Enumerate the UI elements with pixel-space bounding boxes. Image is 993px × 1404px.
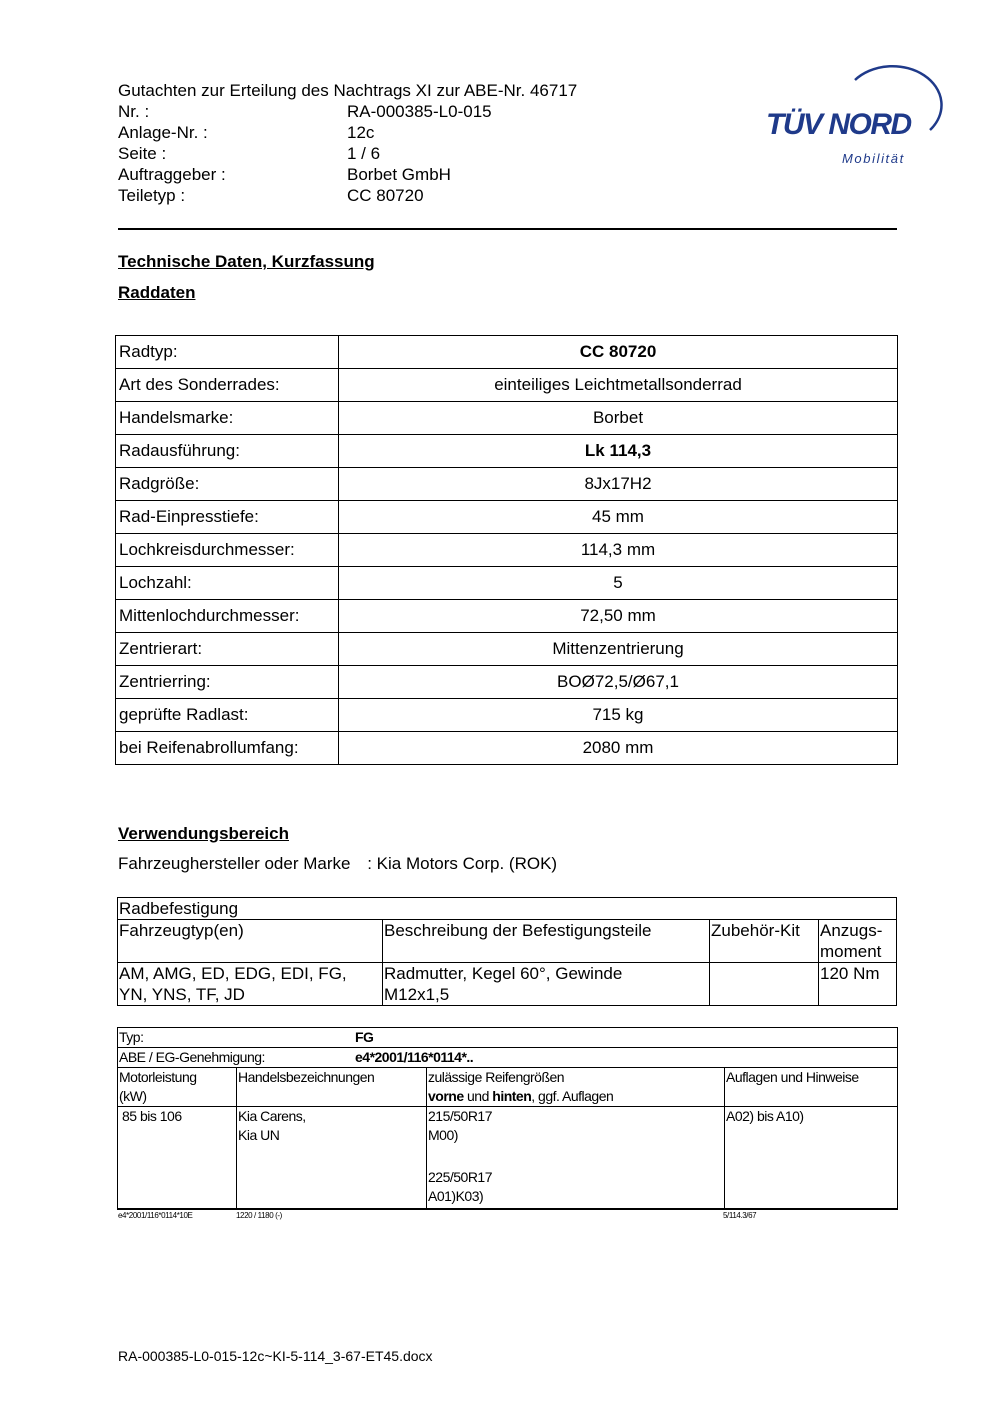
cell-line: Radmutter, Kegel 60°, Gewinde bbox=[384, 964, 623, 983]
raddaten-table bbox=[115, 335, 898, 765]
file-name-footer: RA-000385-L0-015-12c~KI-5-114_3-67-ET45.docx bbox=[118, 1348, 433, 1364]
row-value: 5 bbox=[339, 567, 898, 600]
header-divider bbox=[118, 228, 897, 230]
row-value: Mittenzentrierung bbox=[339, 633, 898, 666]
row-label: Radgröße: bbox=[116, 468, 339, 501]
cell-line: AM, AMG, ED, EDG, EDI, FG, bbox=[119, 964, 347, 983]
cell-line: 215/50R17 bbox=[428, 1108, 493, 1124]
table-row bbox=[116, 732, 898, 765]
radbefestigung-table bbox=[117, 897, 897, 1006]
table-header-row bbox=[118, 1068, 898, 1107]
vehicle-type-table bbox=[117, 1027, 898, 1210]
cell-spacer bbox=[428, 1145, 723, 1168]
row-label: Radtyp: bbox=[116, 336, 339, 369]
column-header: Zubehör-Kit bbox=[710, 920, 819, 963]
column-header: Fahrzeugtyp(en) bbox=[118, 920, 383, 963]
cell-line: Kia UN bbox=[238, 1127, 280, 1143]
column-header bbox=[819, 920, 897, 963]
row-label: Zentrierart: bbox=[116, 633, 339, 666]
typ-label: Typ: bbox=[119, 1029, 144, 1045]
row-value: einteiliges Leichtmetallsonderrad bbox=[339, 369, 898, 402]
header-row bbox=[118, 185, 577, 206]
row-label: bei Reifenabrollumfang: bbox=[116, 732, 339, 765]
conditions-cell: A02) bis A10) bbox=[725, 1107, 898, 1209]
column-header-line: moment bbox=[820, 942, 882, 961]
manufacturer-label: Fahrzeughersteller oder Marke bbox=[118, 854, 351, 873]
cell-line: 225/50R17 bbox=[428, 1169, 493, 1185]
header-label: Nr. : bbox=[118, 102, 150, 121]
header-value: Borbet GmbH bbox=[347, 165, 451, 184]
table-row bbox=[118, 1107, 898, 1209]
header-label: Teiletyp : bbox=[118, 186, 186, 205]
row-value: 715 kg bbox=[339, 699, 898, 732]
row-label: Mittenlochdurchmesser: bbox=[116, 600, 339, 633]
table-footnote: e4*2001/116*0114*10E bbox=[118, 1211, 193, 1220]
cell-line: M12x1,5 bbox=[384, 985, 450, 1004]
row-label: Rad-Einpresstiefe: bbox=[116, 501, 339, 534]
column-header: Beschreibung der Befestigungsteile bbox=[383, 920, 710, 963]
row-value: CC 80720 bbox=[339, 336, 898, 369]
vehicle-types-cell bbox=[118, 963, 383, 1006]
table-row bbox=[116, 600, 898, 633]
header-line: (kW) bbox=[119, 1088, 147, 1104]
column-header: Auflagen und Hinweise bbox=[725, 1068, 898, 1107]
logo-wordmark: TÜV NORD bbox=[766, 108, 911, 141]
table-row bbox=[116, 534, 898, 567]
header-text: und bbox=[463, 1088, 493, 1104]
row-value: 114,3 mm bbox=[339, 534, 898, 567]
header-value: 12c bbox=[347, 123, 375, 142]
table-row bbox=[118, 1048, 898, 1068]
table-row bbox=[116, 699, 898, 732]
header-line: Motorleistung bbox=[119, 1069, 197, 1085]
header-line bbox=[428, 1087, 723, 1106]
row-label: Handelsmarke: bbox=[116, 402, 339, 435]
typ-value: FG bbox=[355, 1029, 374, 1045]
table-footnote: 1220 / 1180 (-) bbox=[236, 1211, 282, 1220]
row-label: geprüfte Radlast: bbox=[116, 699, 339, 732]
header-bold: vorne bbox=[428, 1088, 464, 1104]
table-header-row bbox=[118, 920, 897, 963]
tuv-nord-logo bbox=[760, 58, 945, 173]
row-value: Borbet bbox=[339, 402, 898, 435]
table-row bbox=[116, 402, 898, 435]
header-row bbox=[118, 143, 577, 164]
manufacturer-line bbox=[118, 854, 557, 874]
header-value: 1 / 6 bbox=[347, 144, 381, 163]
torque-cell: 120 Nm bbox=[819, 963, 897, 1006]
column-header: Handelsbezeichnungen bbox=[237, 1068, 427, 1107]
row-label: Zentrierring: bbox=[116, 666, 339, 699]
table-footnote: 5/114.3/67 bbox=[723, 1211, 757, 1220]
cell-line: Kia Carens, bbox=[238, 1108, 306, 1124]
section-heading-technical-data: Technische Daten, Kurzfassung bbox=[118, 252, 375, 271]
row-label: Radausführung: bbox=[116, 435, 339, 468]
header-row bbox=[118, 101, 577, 122]
abe-row bbox=[118, 1048, 898, 1068]
logo-subtitle: Mobilität bbox=[842, 151, 905, 166]
column-header-line: Anzugs- bbox=[820, 921, 883, 940]
document-header bbox=[118, 80, 577, 206]
header-row bbox=[118, 164, 577, 185]
table-row bbox=[118, 963, 897, 1006]
table-row bbox=[116, 666, 898, 699]
header-label: Auftraggeber : bbox=[118, 165, 226, 184]
fastening-description-cell bbox=[383, 963, 710, 1006]
header-line: zulässige Reifengrößen bbox=[428, 1069, 565, 1085]
header-bold: hinten bbox=[492, 1088, 532, 1104]
motor-power-cell: 85 bis 106 bbox=[118, 1107, 237, 1209]
table-row bbox=[116, 336, 898, 369]
row-label: Art des Sonderrades: bbox=[116, 369, 339, 402]
table-title: Radbefestigung bbox=[118, 898, 897, 920]
header-label: Anlage-Nr. : bbox=[118, 123, 208, 142]
table-row bbox=[116, 468, 898, 501]
row-value: 8Jx17H2 bbox=[339, 468, 898, 501]
header-value: CC 80720 bbox=[347, 186, 424, 205]
column-header bbox=[118, 1068, 237, 1107]
row-value: 2080 mm bbox=[339, 732, 898, 765]
tire-sizes-cell bbox=[427, 1107, 725, 1209]
table-row bbox=[116, 501, 898, 534]
document-title: Gutachten zur Erteilung des Nachtrags XI zur ABE-Nr. 46717 bbox=[118, 81, 578, 100]
abe-value: e4*2001/116*0114*.. bbox=[355, 1049, 474, 1065]
header-row bbox=[118, 122, 577, 143]
row-label: Lochkreisdurchmesser: bbox=[116, 534, 339, 567]
kit-cell bbox=[710, 963, 819, 1006]
table-row bbox=[116, 567, 898, 600]
table-row bbox=[118, 898, 897, 920]
header-text: , ggf. Auflagen bbox=[531, 1088, 614, 1104]
table-row bbox=[118, 1028, 898, 1048]
trade-names-cell bbox=[237, 1107, 427, 1209]
manufacturer-value: Kia Motors Corp. (ROK) bbox=[376, 854, 558, 873]
row-value: Lk 114,3 bbox=[339, 435, 898, 468]
manufacturer-separator: : bbox=[367, 854, 372, 873]
table-row bbox=[116, 435, 898, 468]
typ-row bbox=[118, 1028, 898, 1048]
section-heading-verwendungsbereich: Verwendungsbereich bbox=[118, 824, 289, 843]
section-heading-raddaten: Raddaten bbox=[118, 283, 196, 302]
row-value: BOØ72,5/Ø67,1 bbox=[339, 666, 898, 699]
table-row bbox=[116, 369, 898, 402]
cell-line: M00) bbox=[428, 1127, 458, 1143]
header-value: RA-000385-L0-015 bbox=[347, 102, 492, 121]
row-label: Lochzahl: bbox=[116, 567, 339, 600]
row-value: 72,50 mm bbox=[339, 600, 898, 633]
table-row bbox=[116, 633, 898, 666]
row-value: 45 mm bbox=[339, 501, 898, 534]
abe-label: ABE / EG-Genehmigung: bbox=[119, 1049, 265, 1065]
column-header bbox=[427, 1068, 725, 1107]
cell-line: YN, YNS, TF, JD bbox=[119, 985, 245, 1004]
header-label: Seite : bbox=[118, 144, 167, 163]
cell-line: A01)K03) bbox=[428, 1188, 484, 1204]
